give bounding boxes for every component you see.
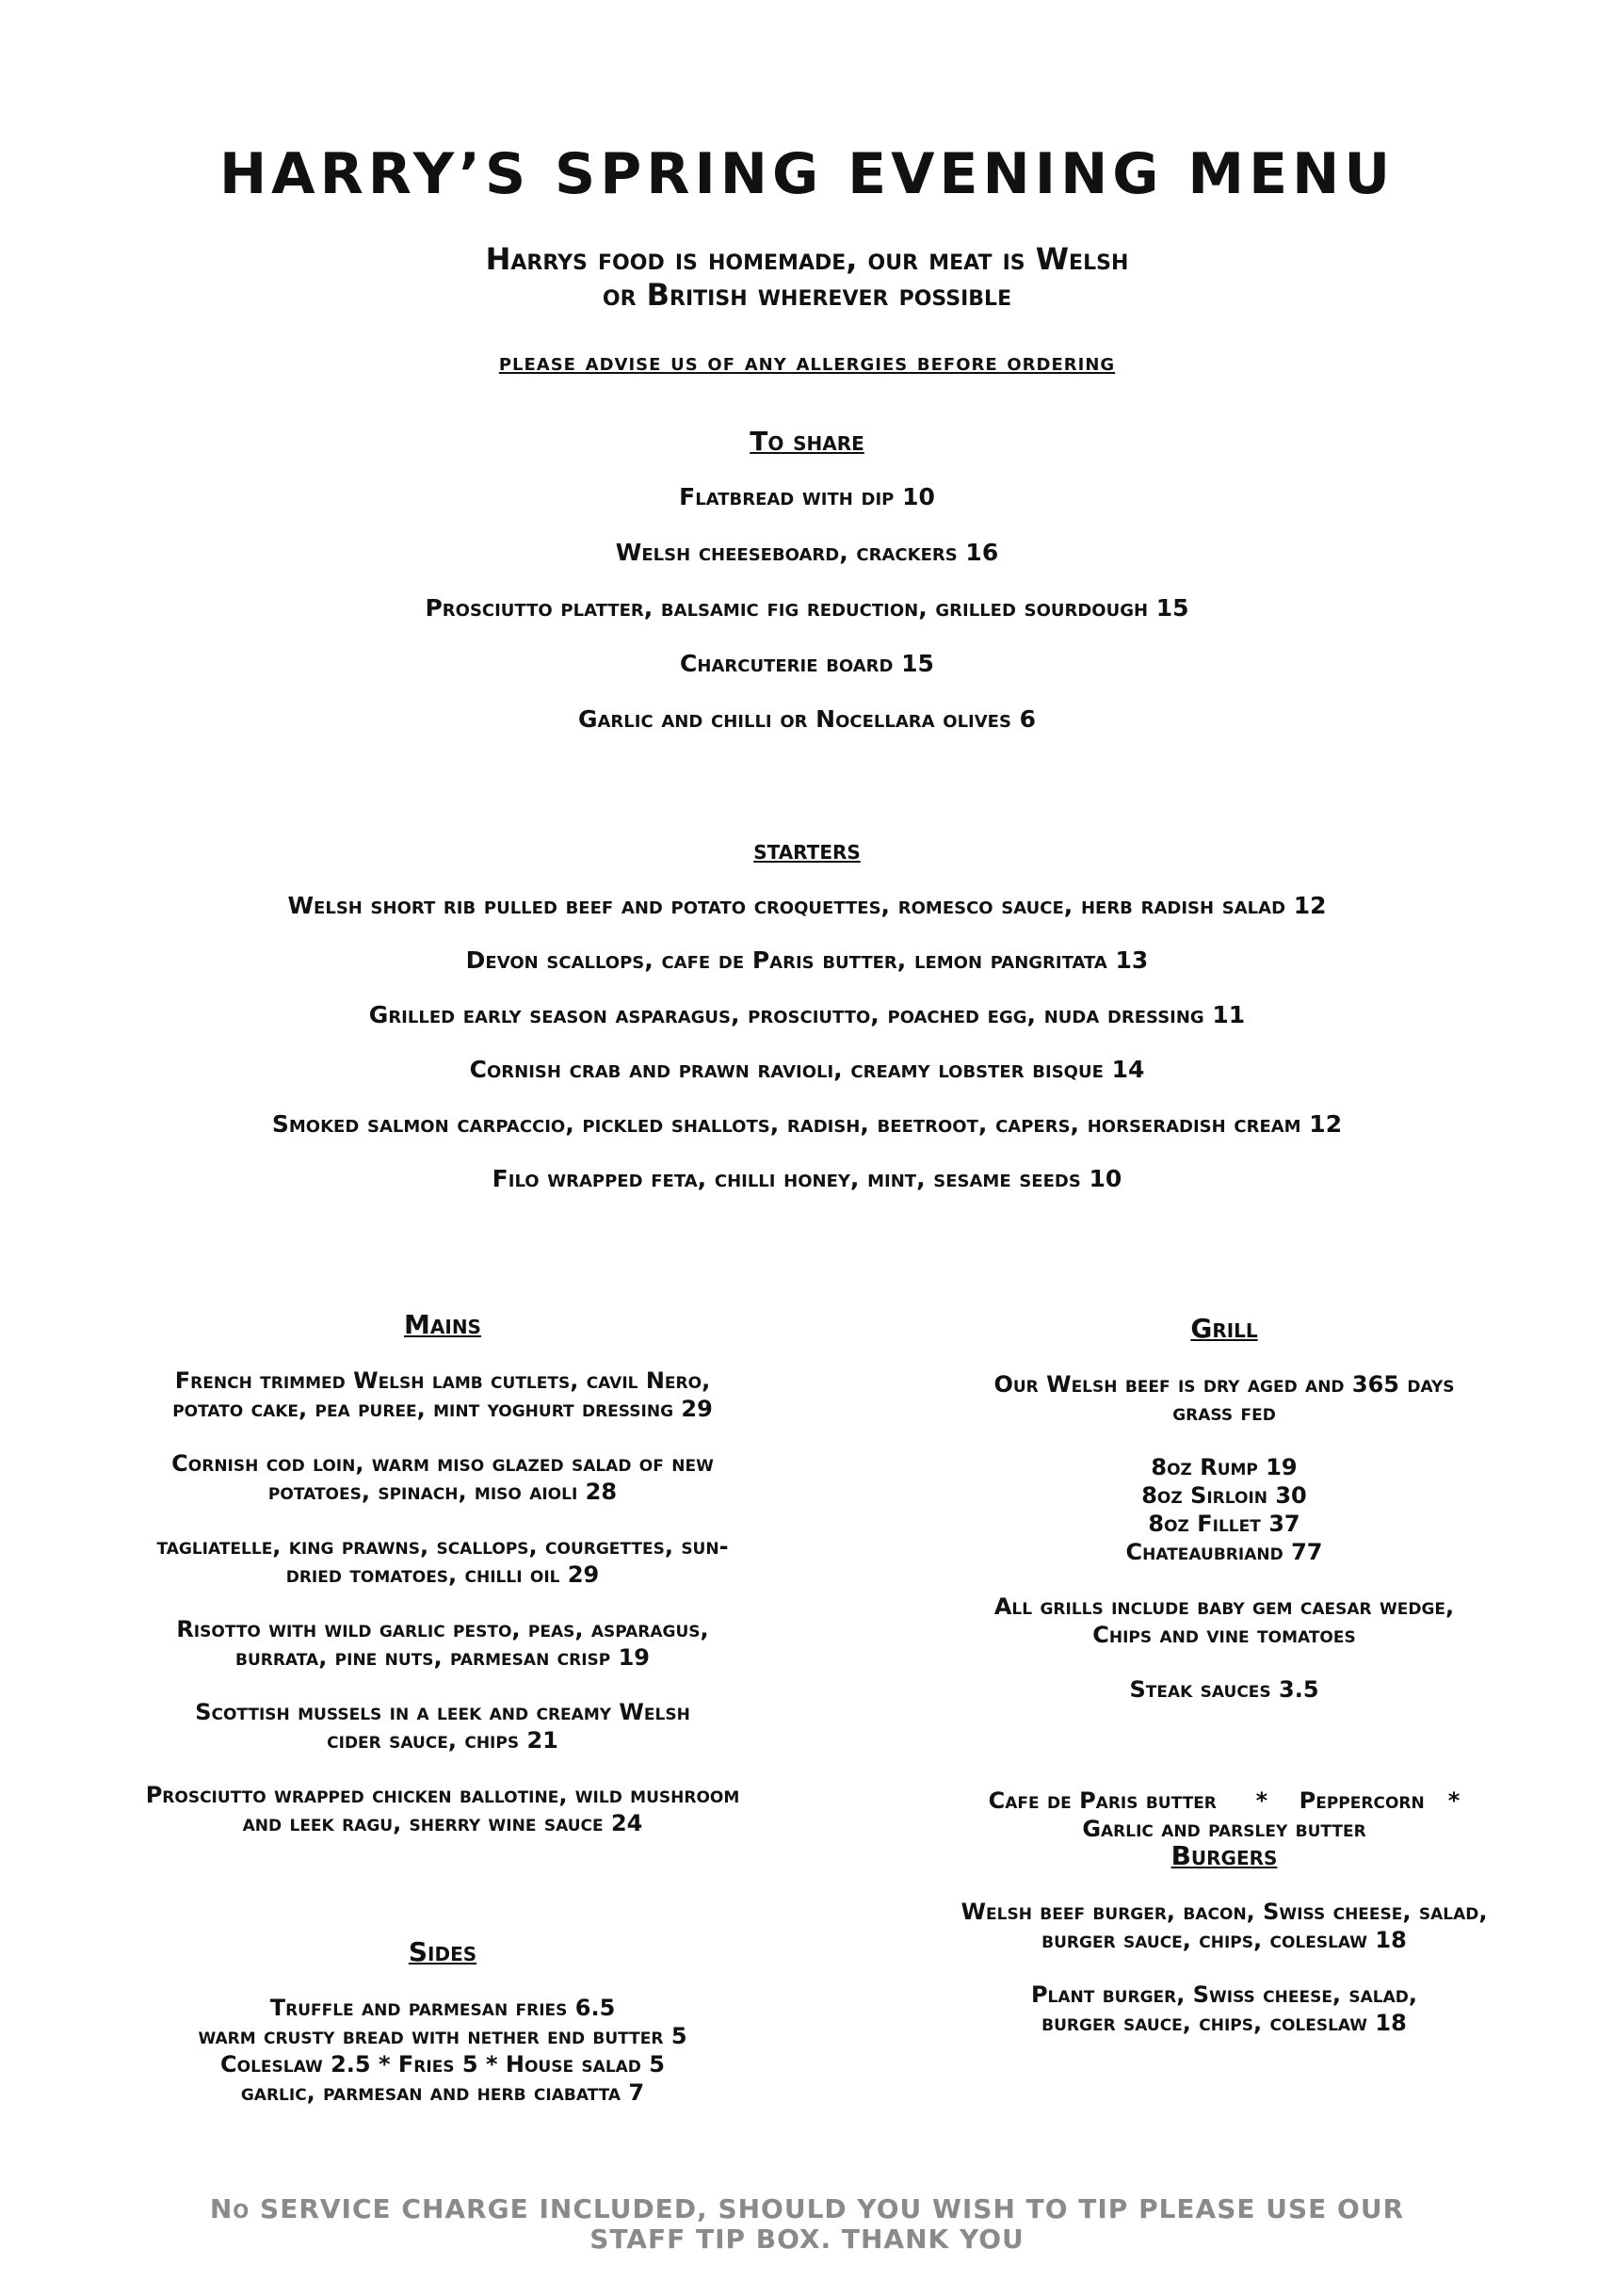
grill-cut: 8oz Sirloin 30 [1141, 1482, 1307, 1509]
share-item: Charcuterie board 15 [680, 650, 934, 677]
grill-includes: All grills include baby gem caesar wedge, Chips and vine tomatoes [993, 1593, 1455, 1648]
side-line: Truffle and parmesan fries 6.5 [269, 1995, 616, 2021]
main-item: Prosciutto wrapped chicken ballotine, wild mushroom and leek ragu, sherry wine sauce 24 [145, 1782, 740, 1836]
share-item: Garlic and chilli or Nocellara olives 6 [577, 705, 1037, 733]
main-item: tagliatelle, king prawns, scallops, courgettes, sun- dried tomatoes, chilli oil 29 [156, 1533, 729, 1588]
side-line: garlic, parmesan and herb ciabatta 7 [240, 2079, 645, 2106]
menu-subtitle [0, 241, 1614, 313]
share-item: Flatbread with dip 10 [679, 483, 935, 510]
to-share-heading: To share [750, 426, 864, 457]
service-charge-footer: No SERVICE CHARGE INCLUDED, SHOULD YOU WISH TO TIP PLEASE USE OUR STAFF TIP BOX. THANK YOU [209, 2193, 1405, 2255]
grill-cut: 8oz Fillet 37 [1148, 1511, 1300, 1537]
starter-item: Devon scallops, cafe de Paris butter, lemon pangritata 13 [465, 946, 1149, 974]
main-item: Cornish cod loin, warm miso glazed salad of new potatoes, spinach, miso aioli 28 [171, 1450, 714, 1505]
burger-item: Welsh beef burger, bacon, Swiss cheese, salad, burger sauce, chips, coleslaw 18 [960, 1899, 1488, 1953]
burgers-heading: Burgers [1170, 1840, 1278, 1871]
menu-title: HARRY’S SPRING EVENING MENU [218, 141, 1396, 207]
starters-section [0, 834, 1614, 1220]
starter-item: Welsh short rib pulled beef and potato croquettes, romesco sauce, herb radish salad 12 [287, 892, 1327, 919]
side-line: Coleslaw 2.5 * Fries 5 * House salad 5 [220, 2051, 665, 2078]
grill-cut: 8oz Rump 19 [1151, 1454, 1298, 1480]
steak-sauces-list: Cafe de Paris butter * Peppercorn * Garlic and parsley butter [988, 1787, 1461, 1842]
grill-cuts [847, 1453, 1601, 1566]
grill-section [847, 1313, 1601, 1900]
main-item: French trimmed Welsh lamb cutlets, cavil Nero, potato cake, pea puree, mint yoghurt dressing 29 [172, 1367, 713, 1422]
steak-sauces-price: Steak sauces 3.5 [1129, 1676, 1319, 1703]
grill-intro: Our Welsh beef is dry aged and 365 days grass fed [993, 1371, 1455, 1426]
to-share-section [0, 426, 1614, 761]
sides-section [28, 1936, 857, 2107]
starter-item: Grilled early season asparagus, prosciutto, poached egg, nuda dressing 11 [368, 1001, 1246, 1028]
grill-cut: Chateaubriand 77 [1125, 1539, 1323, 1565]
share-item: Prosciutto platter, balsamic fig reduction, grilled sourdough 15 [425, 594, 1189, 622]
starter-item: Cornish crab and prawn ravioli, creamy lobster bisque 14 [469, 1056, 1145, 1083]
mains-section [28, 1309, 857, 1864]
starter-item: Filo wrapped feta, chilli honey, mint, sesame seeds 10 [492, 1165, 1122, 1192]
side-line: warm crusty bread with nether end butter 5 [198, 2023, 687, 2049]
main-item: Scottish mussels in a leek and creamy Welsh cider sauce, chips 21 [195, 1699, 690, 1754]
starters-heading: starters [753, 834, 861, 865]
main-item: Risotto with wild garlic pesto, peas, asparagus, burrata, pine nuts, parmesan crisp 19 [176, 1616, 709, 1671]
sides-heading: Sides [408, 1936, 477, 1967]
burgers-section [847, 1840, 1601, 2063]
starter-item: Smoked salmon carpaccio, pickled shallots, radish, beetroot, capers, horseradish cream 12 [271, 1110, 1343, 1138]
subtitle-line: or British wherever possible [602, 277, 1012, 313]
allergy-notice: please advise us of any allergies before ordering [498, 348, 1116, 376]
mains-heading: Mains [404, 1309, 481, 1340]
grill-heading: Grill [1190, 1313, 1258, 1344]
share-item: Welsh cheeseboard, crackers 16 [615, 539, 999, 566]
subtitle-line: Harrys food is homemade, our meat is Welsh [485, 241, 1129, 277]
burger-item: Plant burger, Swiss cheese, salad, burger sauce, chips, coleslaw 18 [1030, 1981, 1418, 2036]
